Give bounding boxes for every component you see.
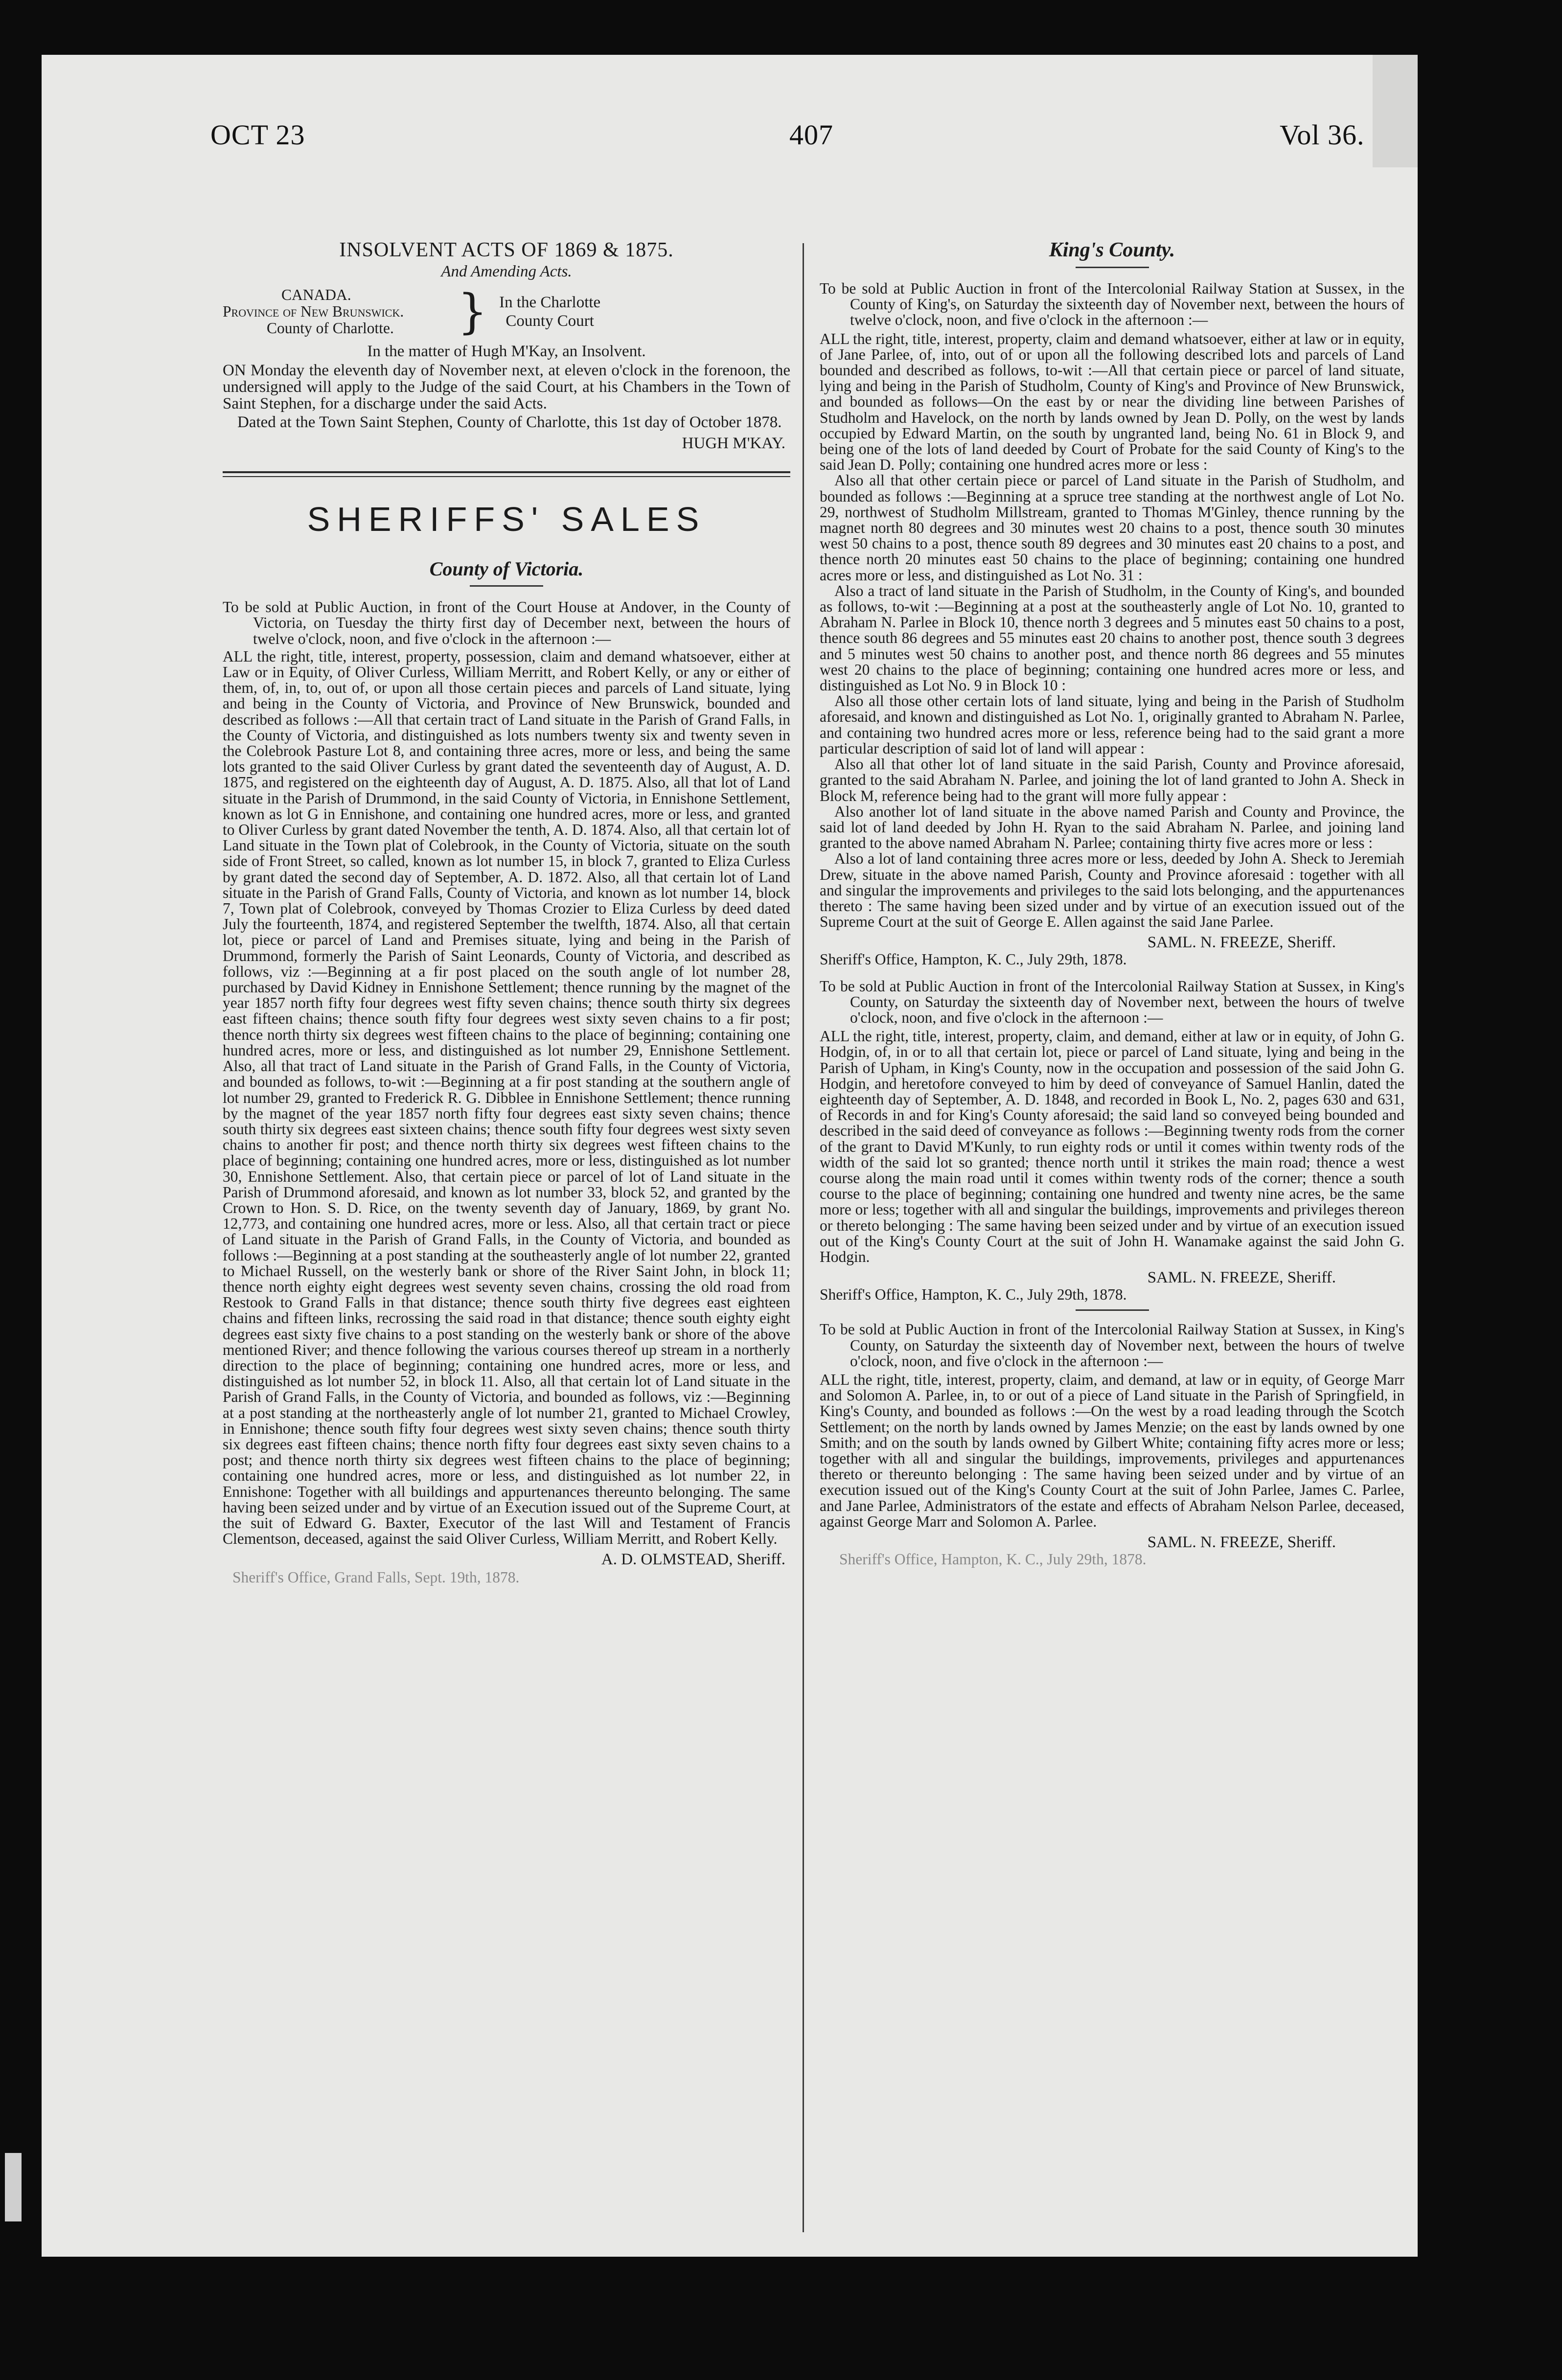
insolvent-matter: In the matter of Hugh M'Kay, an Insolvent. bbox=[367, 343, 646, 360]
insolvent-title: INSOLVENT ACTS OF 1869 & 1875. bbox=[339, 239, 674, 261]
sale3-signature: SAML. N. FREEZE, Sheriff. bbox=[1147, 1533, 1336, 1552]
sale2-signature: SAML. N. FREEZE, Sheriff. bbox=[1147, 1269, 1336, 1287]
sale1-signature: SAML. N. FREEZE, Sheriff. bbox=[1147, 934, 1336, 952]
brace-glyph: } bbox=[458, 284, 488, 339]
right-column bbox=[820, 238, 1404, 1567]
insolvent-dated: Dated at the Town Saint Stephen, County of Charlotte, this 1st day of October 1878. bbox=[237, 413, 782, 432]
sale1-office: Sheriff's Office, Hampton, K. C., July 29th, 1878. bbox=[820, 951, 1127, 968]
victoria-signature-text: A. D. OLMSTEAD, Sheriff. bbox=[601, 1551, 785, 1569]
heading-rule bbox=[470, 585, 543, 587]
page-number: 407 bbox=[789, 119, 833, 151]
newspaper-page bbox=[42, 55, 1418, 2257]
caption-county: County of Charlotte. bbox=[267, 320, 394, 337]
issue-date: OCT 23 bbox=[210, 119, 305, 151]
insolvent-body: ON Monday the eleventh day of November next, at eleven o'clock in the forenoon, the undersigned will apply to the Judge of the said Court, at his Chambers in the Town of Saint Stephen, for a discharge under the said Acts. bbox=[223, 362, 790, 413]
court-line-1: In the Charlotte bbox=[499, 294, 601, 311]
torn-corner bbox=[1373, 55, 1418, 167]
court-line-2: County Court bbox=[505, 312, 594, 330]
sale2-intro: To be sold at Public Auction in front of the Intercolonial Railway Station at Sussex, in King's County, on Saturday the sixteenth day of November next, between the hours of twelve o'clock, noon, and five o'clock in the afternoon :— bbox=[820, 977, 1404, 1026]
sale1-para5: Also all that other lot of land situate in the said Parish, County and Province aforesaid, granted to the said Abraham N. Parlee, and joining the lot of land granted to John A. Sheck in Block M, reference being had to the grant will more fully appear : bbox=[820, 755, 1404, 804]
heading-rule-right bbox=[1076, 267, 1149, 268]
sale3-office: Sheriff's Office, Hampton, K. C., July 29th, 1878. bbox=[839, 1551, 1147, 1568]
county-heading-kings: King's County. bbox=[1049, 239, 1175, 261]
court-caption bbox=[223, 284, 790, 339]
film-edge-mark bbox=[5, 2153, 22, 2221]
section-title: SHERIFFS' SALES bbox=[307, 500, 706, 539]
section-rule bbox=[223, 471, 790, 477]
insolvent-signature: HUGH M'KAY. bbox=[682, 435, 785, 453]
sale1-para4: Also all those other certain lots of land situate, lying and being in the Parish of Studholm aforesaid, and known and distinguished as Lot No. 1, originally granted to Abraham N. Parlee, and containing two hundred acres more or less, reference being had to the said grant a more particular description of said lot of land will appear : bbox=[820, 692, 1404, 757]
column-divider bbox=[803, 243, 804, 2232]
victoria-body: ALL the right, title, interest, property, possession, claim and demand whatsoever, either at Law or in Equity, of Oliver Curless, William Merritt, and Robert Kelly, or any or either of them, of, in, to, out of, or upon all those certain pieces and parcels of Land situate, lying and being in the County of Victoria, and Province of New Brunswick, bounded and described as follows :—All that certain tract of Land situate in the Parish of Grand Falls, in the County of Victoria, and distinguished as lots numbers twenty six and twenty seven in the Colebrook Pasture Lot 8, and containing three acres, more or less, and being the same lots granted to the said Oliver Curless by grant dated the seventeenth day of August, A. D. 1875, and registered on the eighteenth day of August, A. D. 1875. Also, all that lot of Land situate in the Parish of Drummond, in the said County of Victoria, in Ennishone Settlement, known as lot G in Ennishone, and containing one hundred acres, more or less, and granted to Oliver Curless by grant dated November the tenth, A. D. 1874. Also, all that certain lot of Land situate in the Town plat of Colebrook, in the County of Victoria, situate on the south side of Front Street, so called, known as lot number 15, in block 7, granted to Eliza Curless by grant dated the second day of September, A. D. 1872. Also, all that certain lot of Land situate in the Parish of Grand Falls, County of Victoria, and known as lot number 14, block 7, Town plat of Colebrook, conveyed by Thomas Crozier to Eliza Curless by deed dated July the fourteenth, 1874, and registered September the twelfth, 1874. Also, all that certain lot, piece or parcel of Land and Premises situate, lying and being in the Parish of Drummond, formerly the Parish of Saint Leonards, County of Victoria, and described as follows, viz :—Beginning at a fir post placed on the south angle of lot number 28, purchased by David Kidney in Ennishone Settlement; thence running by the magnet of the year 1857 north fifty four degrees west fifty seven chains; thence south thirty six degrees east fifteen chains; thence south fifty four degrees west sixty seven chains to a fir post; thence north thirty six degrees west fifteen chains to the place of beginning; containing one hundred acres, more or less, and distinguished as lot number 29, Ennishone Settlement. Also, all that tract of Land situate in the Parish of Grand Falls, in the County of Victoria, and bounded as follows, to-wit :—Beginning at a fir post standing at the southern angle of lot number 29, granted to Frederick R. G. Dibblee in Ennishone Settlement; thence running by the magnet of the year 1857 north fifty four degrees east sixty seven chains; thence south thirty six degrees east sixteen chains; thence south fifty four degrees west sixty seven chains to another fir post; and thence north thirty six degrees west fifteen chains to the place of beginning; containing one hundred acres, more or less, distinguished as lot number 30, Ennishone Settlement. Also, that certain piece or parcel of lot of Land situate in the Parish of Drummond aforesaid, and known as lot number 33, block 52, and granted by the Crown to Hon. S. D. Rice, on the twenty seventh day of January, 1869, by grant No. 12,773, and containing one hundred acres, more or less. Also, all that certain tract or piece of Land situate in the Parish of Grand Falls, in the County of Victoria, and bounded as follows :—Beginning at a post standing at the southeasterly angle of lot number 22, granted to Michael Russell, on the westerly bank or shore of the River Saint John, in block 11; thence north eighty eight degrees west seventy seven chains, crossing the old road from Restook to Grand Falls in that distance; thence south thirty five degrees east eighteen chains and fifteen links, recrossing the said road in that distance; thence south eighty eight degrees east sixty five chains to a post standing on the westerly bank or shore of the above mentioned River; and thence following the various courses thereof up stream in a northerly direction to the place of beginning; containing one hundred acres, more or less, and distinguished as lot number 52, in block 11. Also, all that certain lot of Land situate in the Parish of Grand Falls, in the County of Victoria, and bounded as follows, viz :—Beginning at a post standing at the northeasterly angle of lot number 21, granted to Michael Crowley, in Ennishone; thence south fifty four degrees west sixty seven chains; thence south thirty six degrees east fifteen chains; thence north fifty four degrees east sixty seven chains to a post; and thence north thirty six degrees west fifteen chains to the place of beginning; containing one hundred acres, more or less, and distinguished as lot number 22, in Ennishone: Together with all buildings and appurtenances thereunto belonging. The same having been seized under and by virtue of an Execution issued out of the Supreme Court, at the suit of Edward G. Baxter, Executor of the last Will and Testament of Francis Clementson, deceased, against the said Oliver Curless, William Merritt, and Robert Kelly. bbox=[223, 647, 791, 1548]
victoria-intro: To be sold at Public Auction, in front of the Court House at Andover, in the County of Victoria, on Tuesday the thirty first day of December next, between the hours of twelve o'clock, noon, and five o'clock in the afternoon :— bbox=[223, 598, 790, 647]
sale3-body: ALL the right, title, interest, property, claim, and demand, at law or in equity, of George Marr and Solomon A. Parlee, in, to or out of a piece of Land situate in the Parish of Springfield, in King's County, and bounded as follows :—On the west by a road leading through the Scotch Settlement; on the north by lands owned by James Menzie; on the east by lands owned by one Smith; and on the south by lands owned by Gilbert White; containing fifty acres more or less; together with all and singular the buildings, improvements, privileges and appurtenances thereto or thereunto belonging : The same having been seized under and by virtue of an execution issued out of the King's County Court at the suit of John Parlee, James C. Parlee, and Jane Parlee, Administrators of the estate and effects of Abraham Nelson Parlee, deceased, against George Marr and Solomon A. Parlee. bbox=[820, 1371, 1404, 1530]
sale1-para2: Also all that other certain piece or parcel of Land situate in the Parish of Studholm, and bounded as follows :—Beginning at a spruce tree standing at the northwest angle of Lot No. 29, northwest of Studholm Millstream, granted to Thomas M'Ginley, thence running by the magnet north 80 degrees and 30 minutes west 20 chains to a post, thence south 30 minutes west 50 chains to a post, thence south 89 degrees and 30 minutes east 20 chains to a post, and thence north 20 minutes east 50 chains to the place of beginning; containing one hundred acres more or less, and distinguished as Lot No. 31 : bbox=[820, 472, 1404, 584]
sale1-para6: Also another lot of land situate in the above named Parish and County and Province, the said lot of land deeded by John H. Ryan to the said Abraham N. Parlee, and joining land granted to the above named Abraham N. Parlee; containing thirty five acres more or less : bbox=[820, 802, 1404, 852]
caption-canada: CANADA. bbox=[281, 286, 351, 303]
sale1-body: ALL the right, title, interest, property, claim and demand whatsoever, either at law or in equity, of Jane Parlee, of, into, out of or upon all the following described lots and parcels of Land bounded and described as follows, to-wit :—All that certain piece or parcel of land situate, lying and being in the Parish of Studholm, County of King's and Province of New Brunswick, and bounded as follows—On the east by or near the dividing line between Parishes of Studholm and Havelock, on the north by lands owned by Jean D. Polly, on the west by lands occupied by Edward Martin, on the south by ungranted land, being No. 61 in Block 9, and being one of the lots of land deeded by Court of Probate for the said County of King's to the said Jean D. Polly; containing one hundred acres more or less : bbox=[820, 330, 1404, 474]
insolvent-subtitle: And Amending Acts. bbox=[441, 263, 572, 280]
sale2-office: Sheriff's Office, Hampton, K. C., July 29th, 1878. bbox=[820, 1286, 1127, 1304]
victoria-office: Sheriff's Office, Grand Falls, Sept. 19th, 1878. bbox=[232, 1569, 520, 1586]
spacer bbox=[820, 968, 1404, 979]
victoria-signature bbox=[223, 1551, 785, 1569]
sale1-intro: To be sold at Public Auction in front of the Intercolonial Railway Station at Sussex, in the County of King's, on Saturday the sixteenth day of November next, between the hours of twelve o'clock, noon, and five o'clock in the afternoon :— bbox=[820, 280, 1404, 329]
caption-right bbox=[499, 293, 600, 330]
sale-separator-rule bbox=[1076, 1309, 1149, 1311]
left-column bbox=[223, 238, 790, 1586]
caption-left bbox=[223, 287, 458, 337]
sale3-intro: To be sold at Public Auction in front of the Intercolonial Railway Station at Sussex, in King's County, on Saturday the sixteenth day of November next, between the hours of twelve o'clock, noon, and five o'clock in the afternoon :— bbox=[820, 1321, 1404, 1370]
volume-number: Vol 36. bbox=[1280, 119, 1365, 151]
county-heading-victoria: County of Victoria. bbox=[429, 558, 584, 580]
sale2-body: ALL the right, title, interest, property, claim, and demand, either at law or in equity, of John G. Hodgin, of, in or to all that certain lot, piece or parcel of Land situate, lying and being in the Parish of Upham, in King's County, now in the occupation and possession of the said John G. Hodgin, and heretofore conveyed to him by deed of conveyance of Samuel Hanlin, dated the eighteenth day of September, A. D. 1848, and recorded in Book L, No. 2, pages 630 and 631, of Records in and for King's County aforesaid; the said land so conveyed being bounded and described in the said deed of conveyance as follows :—Beginning twenty rods from the corner of the grant to David M'Kunly, to run eighty rods or until it comes within twenty rods of the width of the said lot so granted; thence north until it strikes the main road; thence a west course along the main road until it comes within twenty rods of the corner; thence a south course to the place of beginning; containing one hundred and twenty nine acres, be the same more or less; together with all and singular the buildings, improvements and privileges thereon or thereto belonging : The same having been seized under and by virtue of an execution issued out of the King's County Court at the suit of John H. Wanamake against the said John G. Hodgin. bbox=[820, 1028, 1404, 1265]
caption-province: Province of New Brunswick. bbox=[223, 303, 404, 320]
sale1-para3: Also a tract of land situate in the Parish of Studholm, in the County of King's, and bounded as follows, to-wit :—Beginning at a post at the southeasterly angle of Lot No. 10, granted to Abraham N. Parlee in Block 10, thence north 3 degrees and 5 minutes east 50 chains to a post, thence south 86 degrees and 55 minutes east 20 chains to another post, thence south 3 degrees and 5 minutes west 50 chains to another post, and thence north 86 degrees and 55 minutes west 20 chains to the place of beginning; containing one hundred acres more or less, and distinguished as Lot No. 9 in Block 10 : bbox=[820, 582, 1404, 694]
sale1-para7: Also a lot of land containing three acres more or less, deeded by John A. Sheck to Jeremiah Drew, situate in the above named Parish, County and Province aforesaid : together with all and singular the improvements and privileges to the said lots belonging, and the appurtenances thereto : The same having been sized under and by virtue of an execution issued out of the Supreme Court at the suit of George E. Allen against the said Jane Parlee. bbox=[820, 850, 1404, 931]
